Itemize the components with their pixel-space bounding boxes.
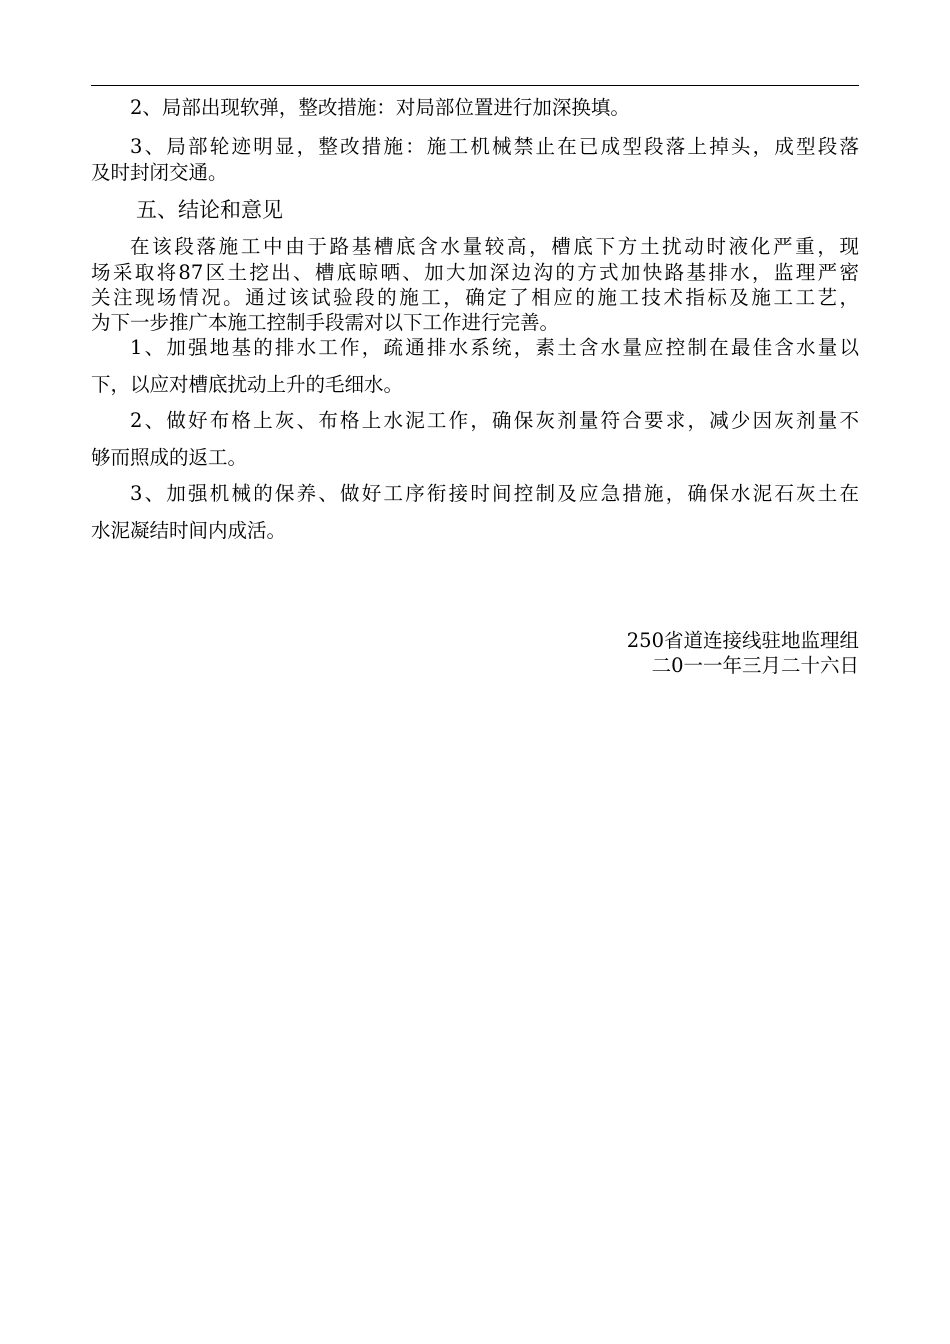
recommendation-2-line-1: 2、做好布格上灰、布格上水泥工作，确保灰剂量符合要求，减少因灰剂量不 — [130, 409, 859, 432]
conclusion-line-3: 关注现场情况。通过该试验段的施工，确定了相应的施工技术指标及施工工艺， — [91, 286, 859, 309]
signature-organization: 250省道连接线驻地监理组 — [626, 629, 859, 652]
recommendation-1-line-2: 下，以应对槽底扰动上升的毛细水。 — [91, 373, 404, 396]
recommendation-3-line-1: 3、加强机械的保养、做好工序衔接时间控制及应急措施，确保水泥石灰土在 — [130, 482, 859, 505]
recommendation-2-line-2: 够而照成的返工。 — [91, 446, 248, 469]
conclusion-line-2: 场采取将87区土挖出、槽底晾晒、加大加深边沟的方式加快路基排水，监理严密 — [91, 261, 859, 284]
conclusion-line-4: 为下一步推广本施工控制手段需对以下工作进行完善。 — [91, 311, 560, 334]
item-3-line-2: 及时封闭交通。 — [91, 161, 228, 184]
header-rule — [91, 85, 859, 86]
conclusion-line-1: 在该段落施工中由于路基槽底含水量较高，槽底下方土扰动时液化严重，现 — [130, 235, 859, 258]
section-heading: 五、结论和意见 — [136, 198, 283, 222]
item-3-line-1: 3、局部轮迹明显，整改措施：施工机械禁止在已成型段落上掉头，成型段落 — [130, 135, 859, 158]
signature-date: 二0一一年三月二十六日 — [651, 654, 859, 677]
recommendation-1-line-1: 1、加强地基的排水工作，疏通排水系统，素土含水量应控制在最佳含水量以 — [130, 336, 859, 359]
item-2-line-1: 2、局部出现软弹，整改措施：对局部位置进行加深换填。 — [130, 96, 630, 119]
recommendation-3-line-2: 水泥凝结时间内成活。 — [91, 519, 287, 542]
